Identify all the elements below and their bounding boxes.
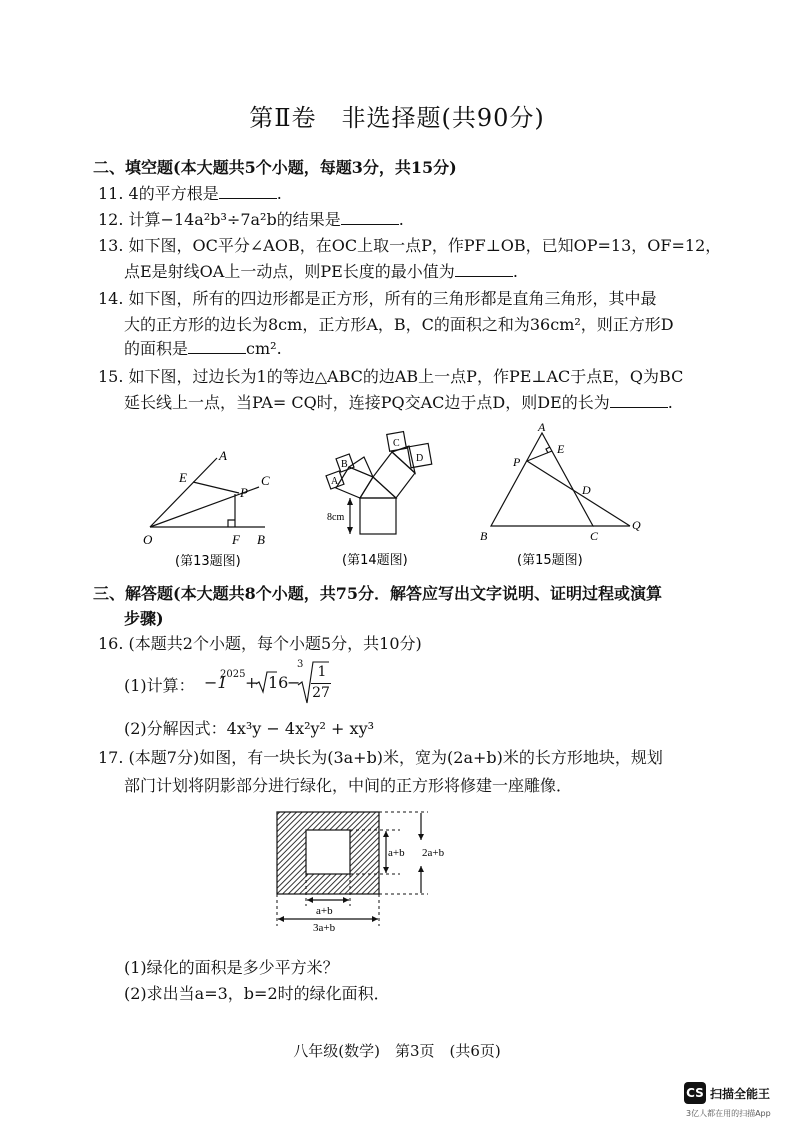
figure-13 bbox=[135, 440, 285, 570]
figure-15 bbox=[475, 418, 650, 570]
figure-13-caption: (第13题图) bbox=[175, 554, 241, 569]
label-o: O bbox=[143, 532, 153, 547]
question-17-part1: (1)绿化的面积是多少平方米？ bbox=[124, 958, 339, 977]
label-a: A bbox=[331, 476, 339, 487]
label-c: C bbox=[261, 473, 270, 488]
question-13-line2: 点E是射线OA上一动点，则PE长度的最小值为 . bbox=[124, 262, 518, 281]
question-13-line1: 13. 如下图，OC平分∠AOB，在OC上取一点P，作PF⊥OB，已知OP=13，OF=12， bbox=[98, 236, 722, 255]
label-b: B bbox=[341, 459, 348, 470]
label-outer-height: 2a+b bbox=[422, 847, 445, 859]
question-15-line1: 15. 如下图，过边长为1的等边△ABC的边AB上一点P，作PE⊥AC于点E，Q为BC bbox=[98, 367, 684, 386]
question-17-line2: 部门计划将阴影部分进行绿化，中间的正方形将修建一座雕像． bbox=[124, 776, 573, 795]
answer-blank bbox=[219, 184, 277, 199]
label-e: E bbox=[179, 470, 187, 485]
label-f: F bbox=[232, 532, 240, 547]
scanner-watermark bbox=[684, 1082, 784, 1122]
page-title: 第Ⅱ卷 非选择题(共90分) bbox=[249, 104, 545, 132]
question-14-line3: 的面积是 cm². bbox=[124, 339, 282, 358]
label-p: P bbox=[513, 455, 521, 469]
watermark-name: 扫描全能王 bbox=[710, 1087, 771, 1101]
question-14-line2: 大的正方形的边长为8cm，正方形A，B，C的面积之和为36cm²，则正方形D bbox=[124, 315, 674, 334]
section-heading-fill-blank: 二、填空题(本大题共5个小题，每题3分，共15分) bbox=[93, 158, 457, 177]
figure-14-caption: (第14题图) bbox=[342, 553, 408, 568]
label-b: B bbox=[257, 532, 265, 547]
question-17-part2: (2)求出当a=3，b=2时的绿化面积． bbox=[124, 984, 390, 1003]
question-text: 12. 计算−14a²b³÷7a²b的结果是 bbox=[98, 210, 341, 229]
label-q: Q bbox=[632, 518, 641, 532]
label-inner-width: a+b bbox=[316, 905, 333, 917]
question-15-line2: 延长线上一点，当PA= CQ时，连接PQ交AC边于点D，则DE的长为 . bbox=[124, 393, 673, 412]
answer-blank bbox=[610, 393, 668, 408]
answer-blank bbox=[341, 210, 399, 225]
question-14-line1: 14. 如下图，所有的四边形都是正方形，所有的三角形都是直角三角形，其中最 bbox=[98, 289, 657, 308]
label-d: D bbox=[416, 453, 424, 464]
label-outer-width: 3a+b bbox=[313, 922, 336, 934]
figure-15-caption: (第15题图) bbox=[517, 553, 583, 568]
camscanner-logo-icon: CS bbox=[684, 1082, 706, 1104]
label-p: P bbox=[240, 485, 248, 500]
section-heading-answer: 三、解答题(本大题共8个小题，共75分．解答应写出文字说明、证明过程或演算 bbox=[93, 584, 662, 603]
answer-blank bbox=[455, 262, 513, 277]
question-text: 11. 4的平方根是 bbox=[98, 184, 219, 203]
label-c: C bbox=[393, 438, 400, 449]
question-16-part2: (2)分解因式：4x³y − 4x²y² + xy³ bbox=[124, 719, 375, 738]
figure-17 bbox=[268, 806, 468, 936]
label-inner-height: a+b bbox=[388, 847, 405, 859]
watermark-subtitle: 3亿人都在用的扫描App bbox=[686, 1109, 771, 1118]
label-c: C bbox=[590, 529, 599, 543]
question-16-header: 16. (本题共2个小题，每个小题5分，共10分) bbox=[98, 634, 422, 653]
label-d: D bbox=[582, 483, 591, 497]
page-footer: 八年级(数学) 第3页 (共6页) bbox=[293, 1042, 501, 1060]
question-11: 11. 4的平方根是 . bbox=[98, 184, 282, 203]
figure-14 bbox=[320, 425, 450, 570]
label-a: A bbox=[538, 420, 546, 434]
answer-blank bbox=[188, 339, 246, 354]
label-e: E bbox=[557, 442, 565, 456]
label-side-length: 8cm bbox=[327, 512, 345, 523]
question-12: 12. 计算−14a²b³÷7a²b的结果是 . bbox=[98, 210, 404, 229]
fraction-bar bbox=[311, 683, 331, 684]
label-a: A bbox=[219, 448, 227, 463]
label-b: B bbox=[480, 529, 488, 543]
question-17-line1: 17. (本题7分)如图，有一块长为(3a+b)米，宽为(2a+b)米的长方形地块，规划 bbox=[98, 748, 663, 767]
section-heading-answer-cont: 步骤) bbox=[124, 609, 164, 628]
